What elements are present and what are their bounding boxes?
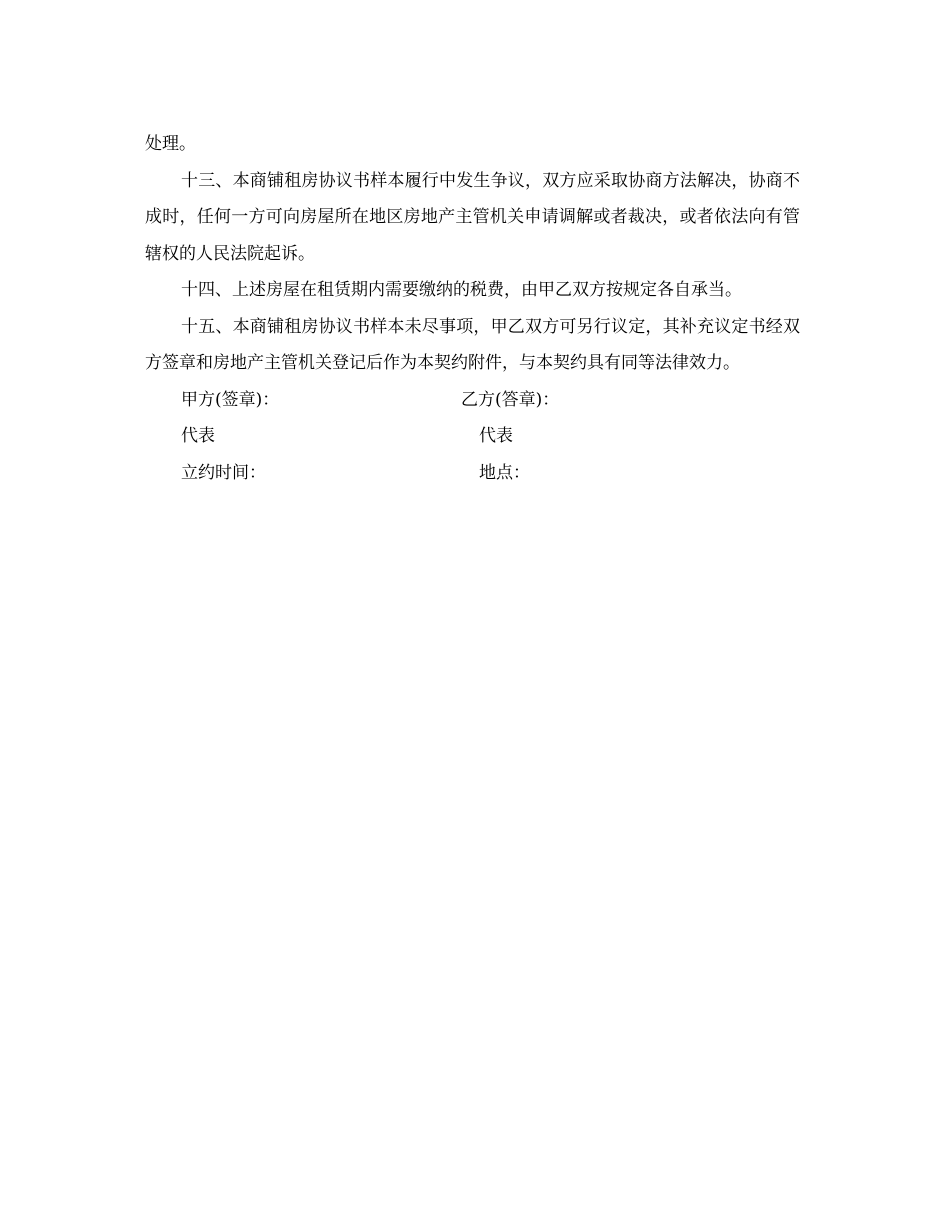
party-b-representative-label: 代表 (479, 426, 513, 446)
party-b-seal-label: 乙方(答章)： (461, 389, 560, 410)
document-body (145, 126, 800, 491)
party-a-seal-label: 甲方(签章)： (181, 389, 280, 410)
signature-row-representatives (145, 418, 800, 455)
clause-15-paragraph: 十五、本商铺租房协议书样本未尽事项，甲乙双方可另行议定，其补充议定书经双方签章和房地产主管机关登记后作为本契约附件，与本契约具有同等法律效力。 (145, 316, 800, 373)
signature-row-parties (145, 382, 800, 419)
paragraph-continuation: 处理。 (145, 134, 196, 154)
clause-14-paragraph: 十四、上述房屋在租赁期内需要缴纳的税费，由甲乙双方按规定各自承当。 (181, 280, 742, 300)
signing-place-label: 地点： (479, 462, 530, 483)
party-a-representative-label: 代表 (181, 426, 215, 446)
signing-date-label: 立约时间： (181, 462, 266, 483)
signature-row-date-place (145, 455, 800, 492)
clause-13-paragraph: 十三、本商铺租房协议书样本履行中发生争议，双方应采取协商方法解决，协商不成时，任何一方可向房屋所在地区房地产主管机关申请调解或者裁决，或者依法向有管辖权的人民法院起诉。 (145, 170, 800, 264)
